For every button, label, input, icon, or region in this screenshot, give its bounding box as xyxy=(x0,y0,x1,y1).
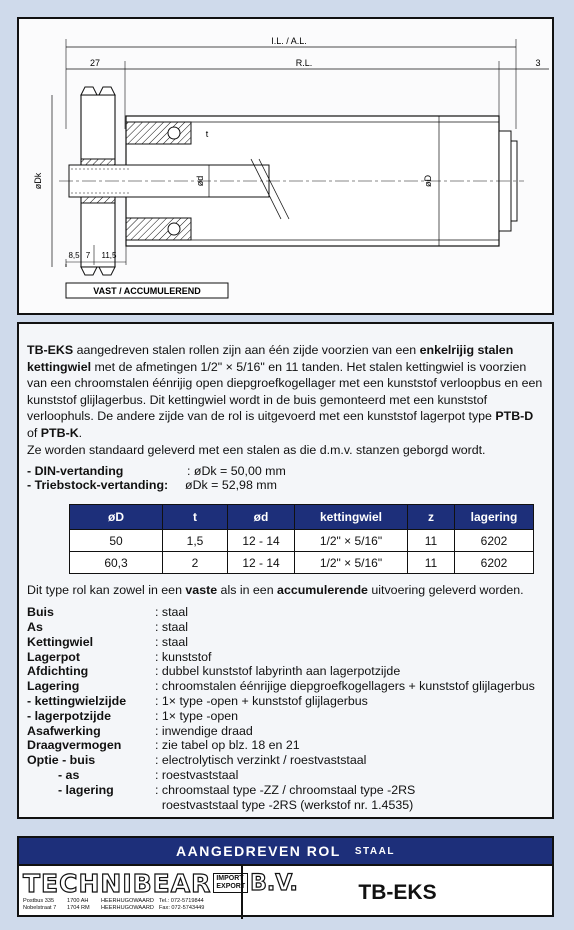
table-cell: 2 xyxy=(163,552,228,574)
vertanding-list xyxy=(27,464,544,492)
table-cell: 12 - 14 xyxy=(228,552,295,574)
property-key: Draagvermogen xyxy=(27,738,122,753)
dim-27: 27 xyxy=(89,58,101,68)
version-text-3: uitvoering geleverd worden. xyxy=(367,583,524,598)
roller-drawing xyxy=(19,19,552,313)
logo-import: IMPORT xyxy=(216,875,244,882)
table-cell: 11 xyxy=(408,530,455,552)
company-block xyxy=(19,866,298,919)
model-code: TB-EKS xyxy=(358,880,437,904)
property-value: : chroomstaal type -ZZ / chroomstaal type -2RS xyxy=(155,782,416,797)
address-line: HEERHUGOWAARD xyxy=(101,898,154,904)
drawing-label-box: VAST / ACCUMULEREND xyxy=(93,286,201,296)
property-value: : electrolytisch verzinkt / roestvaststaal xyxy=(155,753,367,768)
intro-text-1: aangedreven stalen rollen zijn aan één zijde voorzien van een xyxy=(73,343,420,357)
category-title: AANGEDREVEN ROL xyxy=(176,843,341,859)
address-line: 1700 AH xyxy=(67,898,89,904)
col-header: ød xyxy=(228,505,295,530)
property-value: : staal xyxy=(155,605,189,620)
table-cell: 50 xyxy=(70,530,163,552)
dim-3: 3 xyxy=(535,58,541,68)
property-value: : kunststof xyxy=(155,649,212,664)
property-key: As xyxy=(27,619,43,634)
property-key: Buis xyxy=(27,605,54,620)
col-header: t xyxy=(163,505,228,530)
property-key: - as xyxy=(27,767,80,782)
version-text-2: als in een xyxy=(217,583,278,598)
address-line: HEERHUGOWAARD xyxy=(101,905,154,911)
property-key: Optie - buis xyxy=(27,753,96,768)
dim-odk: øDk xyxy=(33,172,43,190)
property-key: Lagerpot xyxy=(27,649,81,664)
property-key: - lagering xyxy=(27,782,114,797)
footer-panel xyxy=(17,836,554,917)
property-key: Asafwerking xyxy=(27,723,101,738)
property-value: : 1× type -open + kunststof glijlagerbus xyxy=(155,693,368,708)
intro-text-4: . xyxy=(78,425,83,440)
table-cell: 12 - 14 xyxy=(228,530,295,552)
intro-sprocket: enkelrijig stalen kettingwiel xyxy=(27,343,514,374)
dim-rl: R.L. xyxy=(295,58,313,68)
version-text-1: Dit type rol kan zowel in een xyxy=(27,583,186,598)
dim-8-5: 8,5 xyxy=(68,251,80,260)
table-cell: 6202 xyxy=(455,530,534,552)
company-address xyxy=(23,898,237,912)
property-key: Kettingwiel xyxy=(27,634,94,649)
intro-model: TB-EKS xyxy=(27,343,74,357)
property-value: roestvaststaal type -2RS (werkstof nr. 1.4535) xyxy=(155,797,414,812)
address-line: Fax: 072-5743449 xyxy=(159,905,205,911)
property-value: : chroomstalen éénrijige diepgroefkogellagers + kunststof glijlagerbus xyxy=(155,679,535,694)
properties-list xyxy=(27,605,544,812)
dim-7: 7 xyxy=(85,251,91,260)
property-value: : 1× type -open xyxy=(155,708,239,723)
vertanding-label: - Triebstock-vertanding: xyxy=(27,478,169,493)
description-panel xyxy=(17,322,554,819)
logo-export: EXPORT xyxy=(216,883,246,890)
intro-text-2: met de afmetingen 1/2" × 5/16" en 11 tanden. Het stalen kettingwiel is voorzien van een chroomstalen éénrijig open diepgroefkogellager met een kunststof verloopbus en een kunststof glijlagerbus. Dit kettingwiel wordt in de buis gemonteerd met een kunststof verloophuls. De andere zijde van de rol is uitgevoerd met een kunststof lagerpot type xyxy=(27,359,543,424)
table-cell: 11 xyxy=(408,552,455,574)
table-cell: 6202 xyxy=(455,552,534,574)
vertanding-label: - DIN-vertanding xyxy=(27,464,124,479)
property-value: : dubbel kunststof labyrinth aan lagerpotzijde xyxy=(155,664,401,679)
table-cell: 60,3 xyxy=(70,552,163,574)
intro-ptbd: PTB-D xyxy=(495,409,534,424)
dim-11-5: 11,5 xyxy=(101,251,117,260)
table-cell: 1,5 xyxy=(163,530,228,552)
dim-od-big: øD xyxy=(423,175,433,187)
intro-text-3: of xyxy=(27,425,41,440)
col-header: kettingwiel xyxy=(295,505,408,530)
col-header: øD xyxy=(70,505,163,530)
address-line: Tel.: 072-5719844 xyxy=(159,898,204,904)
property-key: Afdichting xyxy=(27,664,89,679)
technical-drawing-panel xyxy=(17,17,554,315)
property-value: : staal xyxy=(155,634,189,649)
property-key: - lagerpotzijde xyxy=(27,708,111,723)
logo-bv: B.V. xyxy=(250,870,298,896)
version-line xyxy=(27,583,544,597)
version-accumulating: accumulerende xyxy=(277,583,368,598)
table-row xyxy=(70,530,534,552)
property-key: Lagering xyxy=(27,679,80,694)
table-cell: 1/2" × 5/16" xyxy=(295,530,408,552)
property-value: : inwendige draad xyxy=(155,723,253,738)
address-line: Nobelstraat 7 xyxy=(23,905,57,911)
category-bar xyxy=(19,838,552,866)
property-key xyxy=(27,798,155,813)
dim-il-al: I.L. / A.L. xyxy=(271,36,307,46)
intro-ptbk: PTB-K xyxy=(40,425,79,440)
property-value: : roestvaststaal xyxy=(155,767,239,782)
vertanding-value: øDk = 52,98 mm xyxy=(185,478,277,493)
logo-text: TECHNIBEAR xyxy=(23,868,212,898)
address-line: Postbus 335 xyxy=(23,898,55,904)
intro-paragraph xyxy=(27,342,544,458)
property-value: : staal xyxy=(155,619,189,634)
dim-t: t xyxy=(205,129,209,139)
table-cell: 1/2" × 5/16" xyxy=(295,552,408,574)
dim-od-small: ød xyxy=(195,175,205,187)
version-fixed: vaste xyxy=(185,583,218,598)
spec-table xyxy=(69,504,534,574)
col-header: z xyxy=(408,505,455,530)
property-value: : zie tabel op blz. 18 en 21 xyxy=(155,738,300,753)
vertanding-value: : øDk = 50,00 mm xyxy=(187,464,286,479)
address-line: 1704 RM xyxy=(67,905,90,911)
col-header: lagering xyxy=(455,505,534,530)
intro-paragraph-2: Ze worden standaard geleverd met een stalen as die d.m.v. stanzen geborgd wordt. xyxy=(27,442,486,457)
category-subtitle: STAAL xyxy=(354,845,395,857)
property-key: - kettingwielzijde xyxy=(27,693,127,708)
company-logo xyxy=(23,868,298,898)
table-row xyxy=(70,552,534,574)
